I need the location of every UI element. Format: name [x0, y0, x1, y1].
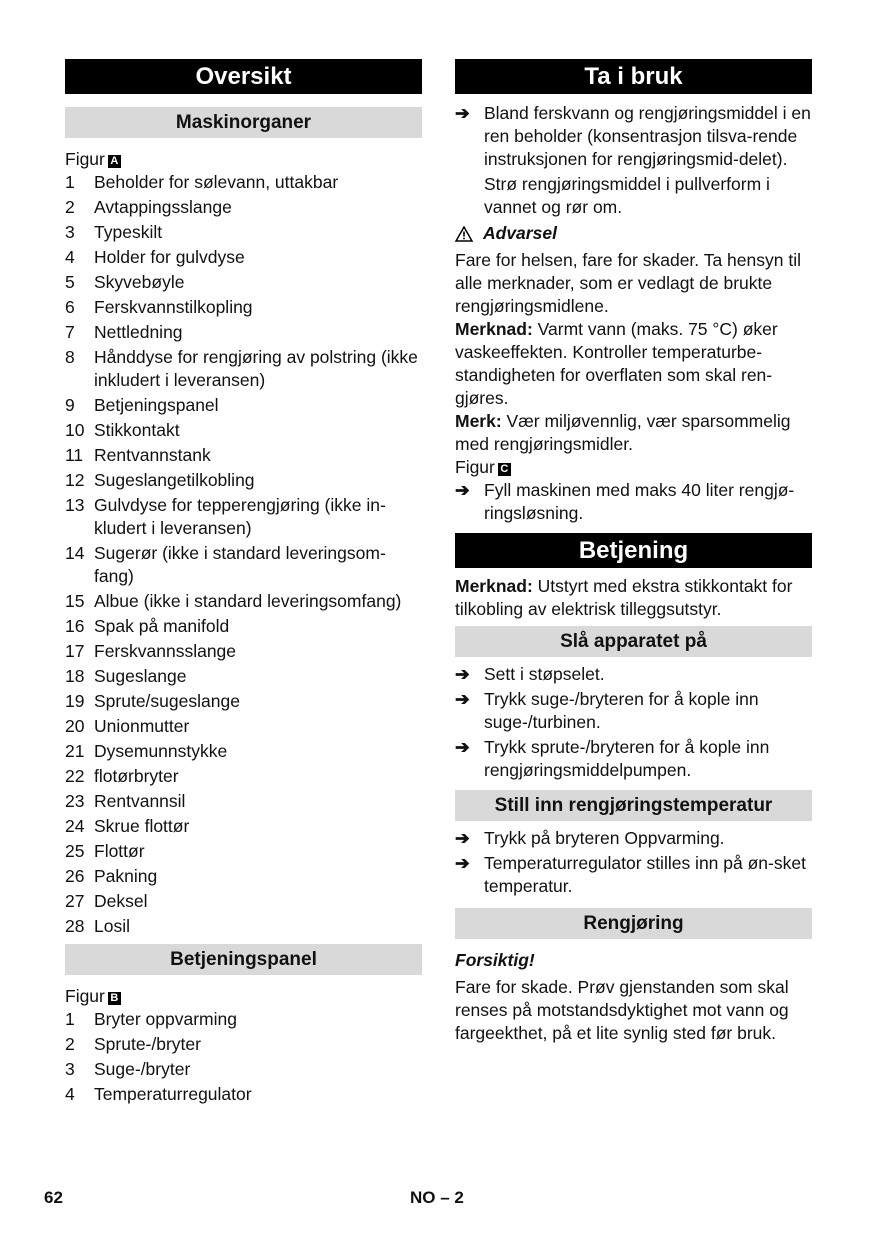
item-text: Ferskvannstilkopling: [94, 297, 253, 317]
item-text: Flottør: [94, 841, 145, 861]
item-text: Unionmutter: [94, 716, 190, 736]
control-panel-list: [65, 1008, 422, 1106]
list-item: [65, 542, 422, 588]
item-number: 27: [65, 891, 85, 911]
step-item: [455, 827, 812, 850]
item-number: 12: [65, 470, 85, 490]
arrow-icon: ➔: [455, 828, 470, 848]
item-number: 7: [65, 322, 75, 342]
list-item: [65, 840, 422, 863]
section-title-ta-i-bruk: Ta i bruk: [455, 59, 812, 94]
item-text: Sugeslange: [94, 666, 187, 686]
item-number: 13: [65, 495, 85, 515]
switch-on-steps: [455, 663, 812, 782]
list-item: [65, 815, 422, 838]
item-text: Sprute/sugeslange: [94, 691, 240, 711]
item-number: 9: [65, 395, 75, 415]
step-item: [455, 736, 812, 782]
item-number: 5: [65, 272, 75, 292]
warning-triangle-icon: [455, 226, 473, 242]
item-number: 10: [65, 420, 85, 440]
step-item: [455, 852, 812, 898]
item-text: Suge-/bryter: [94, 1059, 191, 1079]
note-hot-water: Merknad: Varmt vann (maks. 75 °C) øker vaskeeffekten. Kontroller temperaturbe-standigheten for overflaten som skal ren-gjøres.: [455, 319, 778, 408]
step-fill: ➔ Fyll maskinen med maks 40 liter rengjø-ringsløsning.: [455, 480, 795, 523]
list-item: [65, 346, 422, 392]
list-item: [65, 615, 422, 638]
list-item: [65, 1083, 422, 1106]
list-item: [65, 271, 422, 294]
list-item: [65, 890, 422, 913]
item-number: 4: [65, 247, 75, 267]
machine-parts-list: [65, 171, 422, 938]
subheading-betjeningspanel: Betjeningspanel: [65, 944, 422, 975]
item-text: flotørbryter: [94, 766, 179, 786]
item-text: Stikkontakt: [94, 420, 180, 440]
item-number: 21: [65, 741, 85, 761]
list-item: [65, 419, 422, 442]
caution-heading: Forsiktig!: [455, 950, 535, 970]
figure-letter-c: C: [498, 463, 511, 476]
temperature-steps: [455, 827, 812, 898]
step-text: Temperaturregulator stilles inn på øn-sket temperatur.: [484, 853, 806, 896]
item-number: 28: [65, 916, 85, 936]
list-item: [65, 469, 422, 492]
item-number: 23: [65, 791, 85, 811]
item-number: 17: [65, 641, 85, 661]
item-text: Ferskvannsslange: [94, 641, 237, 661]
note-socket: Merknad: Utstyrt med ekstra stikkontakt for tilkobling av elektrisk tilleggsutstyr.: [455, 576, 793, 619]
arrow-icon: ➔: [455, 664, 470, 684]
page-number: 62: [44, 1188, 63, 1207]
figure-letter-b: B: [108, 992, 121, 1005]
item-text: Rentvannstank: [94, 445, 211, 465]
item-text: Sugeslangetilkobling: [94, 470, 255, 490]
step-text: Trykk suge-/bryteren for å kople inn suge-/turbinen.: [484, 689, 759, 732]
item-number: 16: [65, 616, 85, 636]
right-column: [455, 59, 812, 1045]
subheading-rengjoring: Rengjøring: [455, 908, 812, 939]
arrow-icon: ➔: [455, 853, 470, 873]
step-text: Trykk sprute-/bryteren for å kople inn rengjøringsmiddelpumpen.: [484, 737, 770, 780]
item-number: 20: [65, 716, 85, 736]
arrow-icon: ➔: [455, 689, 470, 709]
item-number: 11: [65, 445, 84, 465]
item-text: Bryter oppvarming: [94, 1009, 237, 1029]
item-number: 3: [65, 1059, 75, 1079]
figure-letter-a: A: [108, 155, 121, 168]
step-mix-sub: Strø rengjøringsmiddel i pullverform i vannet og rør om.: [484, 174, 770, 217]
list-item: [65, 321, 422, 344]
list-item: [65, 665, 422, 688]
item-text: Dysemunnstykke: [94, 741, 228, 761]
list-item: [65, 1058, 422, 1081]
arrow-icon: ➔: [455, 480, 470, 500]
caution-text: Fare for skade. Prøv gjenstanden som skal renses på motstandsdyktighet mot vann og fargeekthet, på et lite synlig sted før bruk.: [455, 977, 789, 1043]
item-text: Skyvebøyle: [94, 272, 185, 292]
item-number: 2: [65, 197, 75, 217]
note-environment: Merk: Vær miljøvennlig, vær sparsommelig med rengjøringsmidler.: [455, 411, 791, 454]
item-number: 26: [65, 866, 85, 886]
list-item: [65, 394, 422, 417]
list-item: [65, 196, 422, 219]
step-text: Trykk på bryteren Oppvarming.: [484, 828, 725, 848]
item-number: 6: [65, 297, 75, 317]
item-text: Betjeningspanel: [94, 395, 219, 415]
step-mix: ➔ Bland ferskvann og rengjøringsmiddel i en ren beholder (konsentrasjon tilsva-rende instruksjonen for rengjøringsmid-delet).: [455, 103, 811, 169]
item-number: 24: [65, 816, 85, 836]
item-text: Rentvannsil: [94, 791, 186, 811]
step-item: [455, 688, 812, 734]
figure-ref-c: Figur C: [455, 456, 812, 479]
item-number: 1: [65, 1009, 75, 1029]
list-item: [65, 221, 422, 244]
item-text: Gulvdyse for tepperengjøring (ikke in-kludert i leveransen): [94, 495, 386, 538]
figure-ref-a: Figur A: [65, 148, 422, 171]
item-number: 2: [65, 1034, 75, 1054]
left-column: [65, 59, 422, 1108]
item-text: Avtappingsslange: [94, 197, 232, 217]
warning-text: Fare for helsen, fare for skader. Ta hensyn til alle merknader, som er vedlagt de brukte rengjøringsmidlene.: [455, 250, 801, 316]
warning-heading: Advarsel: [455, 222, 812, 245]
item-number: 18: [65, 666, 85, 686]
subheading-sla-pa: Slå apparatet på: [455, 626, 812, 657]
step-text: Sett i støpselet.: [484, 664, 605, 684]
item-number: 15: [65, 591, 85, 611]
item-text: Sprute-/bryter: [94, 1034, 201, 1054]
list-item: [65, 444, 422, 467]
list-item: [65, 865, 422, 888]
subheading-temperatur: Still inn rengjøringstemperatur: [455, 790, 812, 821]
list-item: [65, 765, 422, 788]
item-text: Pakning: [94, 866, 158, 886]
list-item: [65, 915, 422, 938]
list-item: [65, 296, 422, 319]
list-item: [65, 640, 422, 663]
item-text: Nettledning: [94, 322, 183, 342]
item-text: Spak på manifold: [94, 616, 230, 636]
list-item: [65, 590, 422, 613]
item-text: Sugerør (ikke i standard leveringsom-fang): [94, 543, 386, 586]
page-section: NO – 2: [410, 1188, 464, 1207]
item-number: 3: [65, 222, 75, 242]
item-number: 1: [65, 172, 75, 192]
list-item: [65, 1033, 422, 1056]
item-number: 19: [65, 691, 85, 711]
item-number: 22: [65, 766, 85, 786]
step-item: [455, 663, 812, 686]
list-item: [65, 740, 422, 763]
item-number: 4: [65, 1084, 75, 1104]
item-text: Deksel: [94, 891, 148, 911]
item-number: 25: [65, 841, 85, 861]
arrow-icon: ➔: [455, 737, 470, 757]
item-text: Temperaturregulator: [94, 1084, 252, 1104]
item-text: Beholder for sølevann, uttakbar: [94, 172, 339, 192]
section-title-oversikt: Oversikt: [65, 59, 422, 94]
item-text: Hånddyse for rengjøring av polstring (ikke inkludert i leveransen): [94, 347, 418, 390]
item-text: Typeskilt: [94, 222, 163, 242]
arrow-icon: ➔: [455, 103, 470, 123]
list-item: [65, 690, 422, 713]
item-number: 8: [65, 347, 75, 367]
section-title-betjening: Betjening: [455, 533, 812, 568]
list-item: [65, 715, 422, 738]
list-item: [65, 1008, 422, 1031]
list-item: [65, 494, 422, 540]
item-text: Holder for gulvdyse: [94, 247, 245, 267]
item-text: Albue (ikke i standard leveringsomfang): [94, 591, 402, 611]
item-text: Skrue flottør: [94, 816, 190, 836]
list-item: [65, 246, 422, 269]
subheading-maskinorganer: Maskinorganer: [65, 107, 422, 138]
list-item: [65, 790, 422, 813]
item-text: Losil: [94, 916, 130, 936]
figure-ref-b: Figur B: [65, 985, 422, 1008]
item-number: 14: [65, 543, 85, 563]
list-item: [65, 171, 422, 194]
